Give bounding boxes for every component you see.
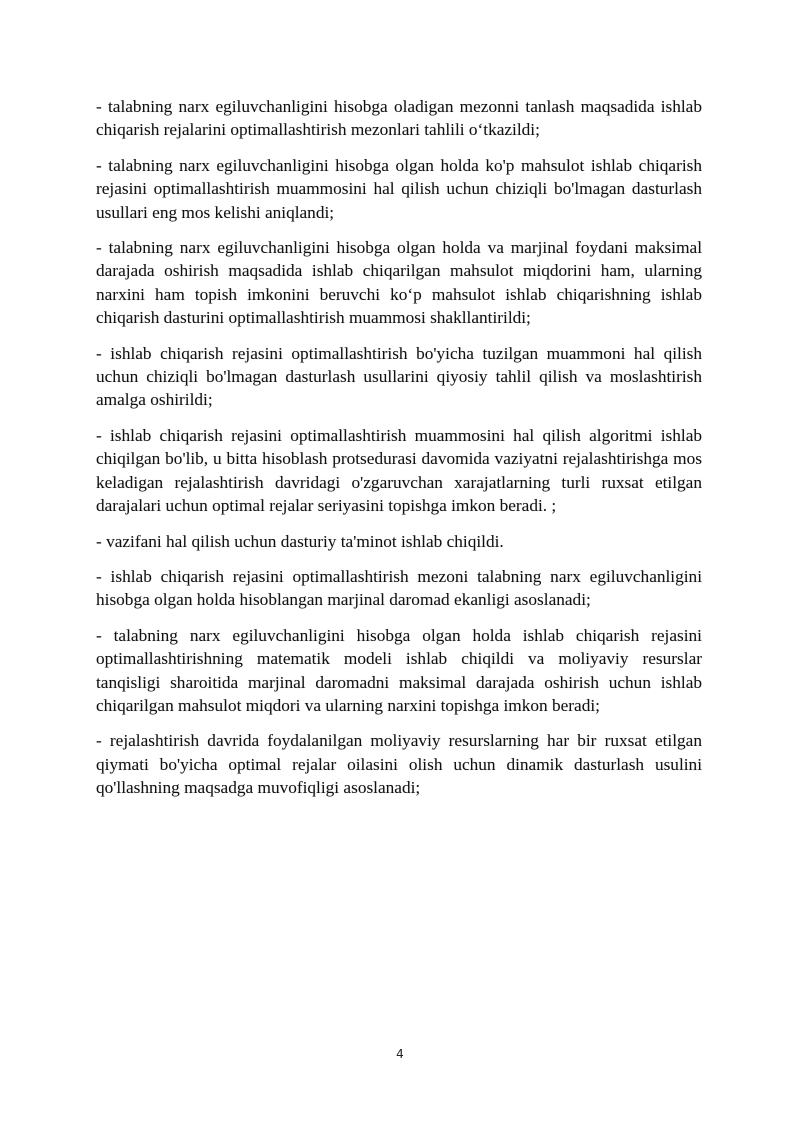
paragraph-3: - talabning narx egiluvchanligini hisobga olgan holda va marjinal foydani maksimal darajada oshirish maqsadida ishlab chiqarilgan mahsulot miqdorini ham, ularning narxini ham topish imkonini beruvchi ko‘p mahsulot ishlab chiqarishning ishlab chiqarish dasturini optimallashtirish muammosi shakllantirildi; (96, 238, 702, 328)
page-number: 4 (396, 1047, 404, 1061)
paragraph-8: - talabning narx egiluvchanligini hisobga olgan holda ishlab chiqarish rejasini optimallashtirishning matematik modeli ishlab chiqildi va moliyaviy resurslar tanqisligi sharoitida marjinal daromadni maksimal darajada oshirish uchun ishlab chiqarilgan mahsulot miqdori va ularning narxini topishga imkon beradi; (96, 625, 702, 715)
paragraph-5: - ishlab chiqarish rejasini optimallashtirish muammosini hal qilish algoritmi ishlab chiqilgan bo'lib, u bitta hisoblash protsedurasi davomida vaziyatni rejalashtirishga mos keladigan rejalashtirish davridagi o'zgaruvchan xarajatlarning turli ruxsat etilgan darajalari uchun optimal rejalar seriyasini topishga imkon beradi. ; (96, 425, 702, 516)
document-body (96, 95, 702, 812)
paragraph-2: - talabning narx egiluvchanligini hisobga olgan holda ko'p mahsulot ishlab chiqarish rejasini optimallashtirish muammosini hal qilish uchun chiziqli bo'lmagan dasturlash usullari eng mos kelishi aniqlandi; (96, 155, 702, 222)
paragraph-9: - rejalashtirish davrida foydalanilgan moliyaviy resurslarning har bir ruxsat etilgan qiymati bo'yicha optimal rejalar oilasini olish uchun dinamik dasturlash usulini qo'llashning maqsadga muvofiqligi asoslanadi; (96, 731, 702, 798)
paragraph-1: - talabning narx egiluvchanligini hisobga oladigan mezonni tanlash maqsadida ishlab chiqarish rejalarini optimallashtirish mezonlari tahlili o‘tkazildi; (96, 97, 702, 140)
paragraph-7: - ishlab chiqarish rejasini optimallashtirish mezoni talabning narx egiluvchanligini hisobga olgan holda hisoblangan marjinal daromad ekanligi asoslanadi; (96, 566, 702, 610)
paragraph-6: - vazifani hal qilish uchun dasturiy ta'minot ishlab chiqildi. (96, 531, 504, 551)
paragraph-4: - ishlab chiqarish rejasini optimallashtirish bo'yicha tuzilgan muammoni hal qilish uchun chiziqli bo'lmagan dasturlash usullarini qiyosiy tahlil qilish va moslashtirish amalga oshirildi; (96, 343, 702, 410)
